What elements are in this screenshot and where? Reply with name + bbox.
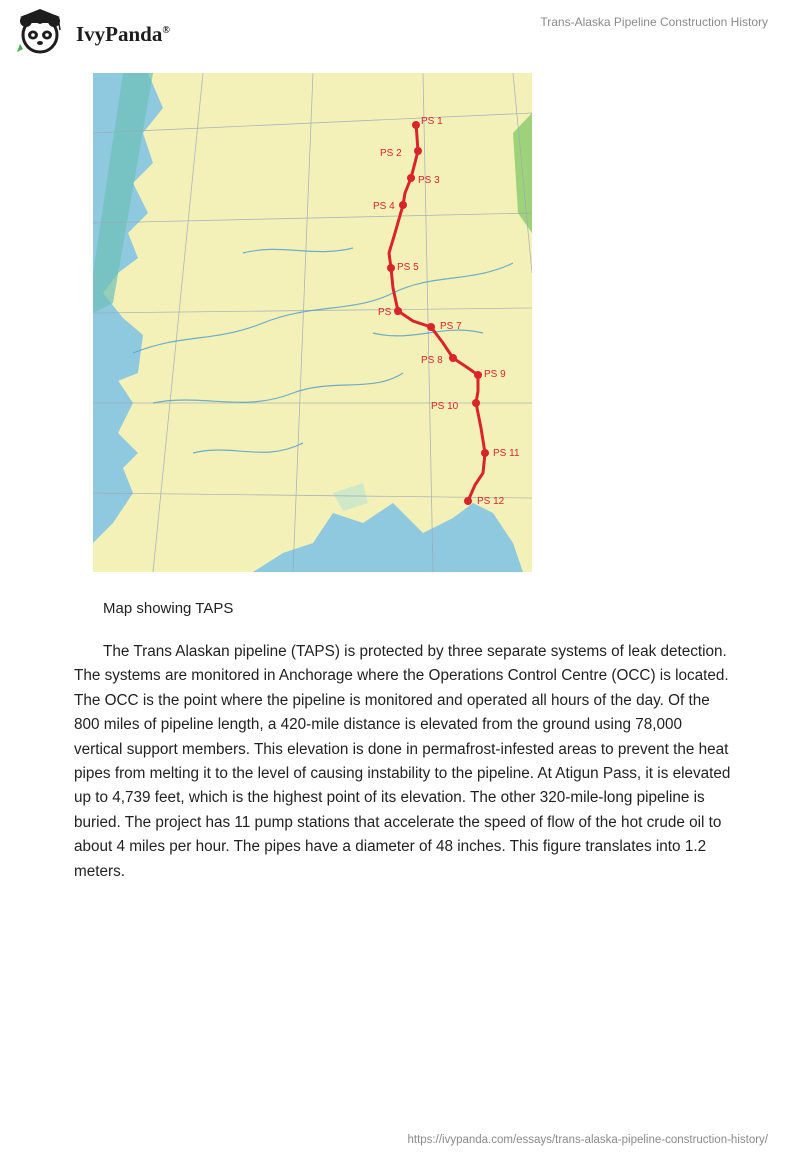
pump-station-label: PS 12 [477,496,505,507]
body-paragraph: The Trans Alaskan pipeline (TAPS) is protected by three separate systems of leak detection. The systems are monitored in Anchorage where the Operations Control Centre (OCC) is located. The OCC is the point where the pipeline is monitored and operated all hours of the day. Of the 800 miles of pipeline length, a 420-mile distance is elevated from the ground using 78,000 vertical support members. This elevation is done in permafrost-infested areas to prevent the heat pipes from melting it to the level of causing instability to the pipeline. At Atigun Pass, it is elevated up to 4,739 feet, which is the highest point of its elevation. The other 320-mile-long pipeline is buried. The project has 11 pump stations that accelerate the speed of flow of the hot crude oil to about 4 miles per hour. The pipes have a diameter of 48 inches. This figure translates into 1.2 meters. [74,643,731,880]
taps-map-figure [93,73,532,572]
pump-station-marker [481,449,489,457]
pump-station-marker [464,497,472,505]
pump-station-label: PS 6 [378,307,400,318]
alaska-map [93,73,532,572]
pump-station-label: PS 2 [380,148,402,159]
pump-station-marker [427,323,435,331]
pump-station-label: PS 4 [373,201,395,212]
page-header [0,0,800,60]
pump-station-marker [412,121,420,129]
panda-logo-icon [14,8,66,54]
pump-station-label: PS 8 [421,355,443,366]
document-title: Trans-Alaska Pipeline Construction History [540,15,768,29]
pump-station-marker [449,354,457,362]
pump-station-label: PS 9 [484,369,506,380]
figure-caption: Map showing TAPS [103,600,234,617]
pump-station-marker [414,147,422,155]
pump-station-label: PS 10 [431,401,459,412]
pump-station-marker [474,371,482,379]
pump-station-label: PS 7 [440,321,462,332]
pump-station-label: PS 5 [397,262,419,273]
pump-station-label: PS 11 [493,448,520,459]
pump-station-marker [472,399,480,407]
ivypanda-logo[interactable] [14,8,194,54]
pump-station-marker [387,264,395,272]
pump-station-marker [407,174,415,182]
pump-station-marker [399,201,407,209]
brand-name: IvyPanda® [76,22,170,46]
pump-station-label: PS 3 [418,175,440,186]
pump-station-label: PS 1 [421,116,443,127]
footer-url[interactable]: https://ivypanda.com/essays/trans-alaska-pipeline-construction-history/ [407,1134,768,1146]
